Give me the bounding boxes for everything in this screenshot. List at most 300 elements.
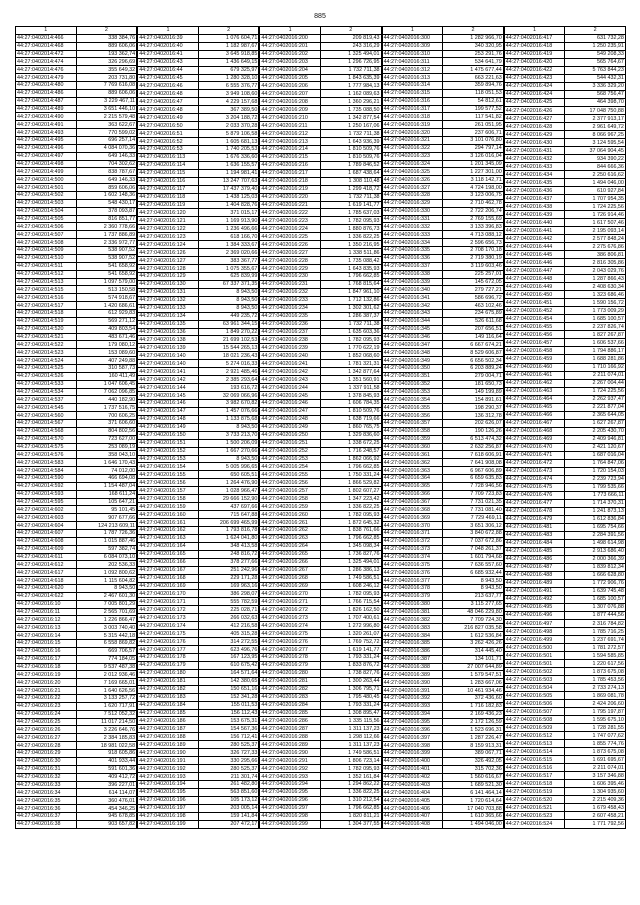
cadastral-number-cell: 44:27:0402016:271	[260, 598, 321, 606]
table-row	[504, 98, 625, 106]
cadastral-value-cell: 1 766 715,54	[320, 598, 381, 606]
cadastral-number-cell: 44:27:0402016:151	[138, 439, 199, 447]
table-row	[504, 700, 625, 708]
table-row	[504, 804, 625, 812]
cadastral-number-cell: 44:27:0402016:30	[16, 757, 77, 765]
cadastral-value-cell: 153 089,60	[76, 349, 137, 357]
cadastral-value-cell: 1 838 761,66	[320, 526, 381, 534]
cadastral-value-cell: 544 432,31	[565, 74, 626, 82]
cadastral-number-cell: 44:27:0402016:231	[260, 280, 321, 288]
cadastral-number-cell: 44:27:0402014:476	[16, 66, 77, 74]
table-row	[138, 114, 259, 122]
cadastral-number-cell: 44:27:0402016:361	[382, 451, 443, 459]
cadastral-number-cell: 44:27:0402016:113	[138, 153, 199, 161]
cadastral-value-cell: 1 272 996,80	[320, 622, 381, 630]
cadastral-number-cell: 44:27:0402016:300	[382, 34, 443, 42]
cadastral-value-cell: 8 943,50	[443, 585, 504, 593]
cadastral-value-cell: 1 873 675,08	[565, 668, 626, 676]
cadastral-value-cell: 2 215 409,36	[565, 796, 626, 804]
table-row	[504, 187, 625, 195]
cadastral-value-cell: 4 724 198,00	[443, 184, 504, 192]
cadastral-number-cell: 44:27:0402016:359	[382, 435, 443, 443]
cadastral-value-cell: 1 299 418,72	[320, 185, 381, 193]
cadastral-value-cell: 412 216,58	[198, 622, 259, 630]
cadastral-number-cell: 44:27:0402014:522	[16, 341, 77, 349]
cadastral-value-cell: 1 827 267,87	[565, 331, 626, 339]
table-row	[260, 646, 381, 654]
table-row	[16, 718, 137, 726]
cadastral-value-cell: 3 840 672,88	[443, 530, 504, 538]
cadastral-value-cell: 1 726 914,46	[565, 211, 626, 219]
table-row	[138, 82, 259, 90]
table-row	[382, 812, 503, 820]
cadastral-number-cell: 44:27:0402016:334	[382, 239, 443, 247]
table-row	[382, 270, 503, 278]
table-row	[138, 653, 259, 661]
cadastral-value-cell: 649 146,33	[76, 152, 137, 160]
table-row	[138, 217, 259, 225]
cadastral-number-cell: 44:27:0402016:391	[382, 687, 443, 695]
cadastral-number-cell: 44:27:0402016:37	[16, 812, 77, 820]
cadastral-number-cell: 44:27:0402016:279	[260, 661, 321, 669]
table-row	[138, 471, 259, 479]
table-row	[504, 379, 625, 387]
table-row	[138, 487, 259, 495]
table-row	[138, 249, 259, 257]
cadastral-value-cell: 1 716 248,57	[320, 447, 381, 455]
table-row	[260, 463, 381, 471]
cadastral-value-cell: 3 645 918,85	[198, 50, 259, 58]
table-row	[504, 531, 625, 539]
cadastral-number-cell: 44:27:0402016:322	[382, 144, 443, 152]
cadastral-number-cell: 44:27:0402014:611	[16, 553, 77, 561]
cadastral-number-cell: 44:27:0402016:160	[138, 511, 199, 519]
table-row	[16, 655, 137, 663]
table-row	[504, 50, 625, 58]
cadastral-number-cell: 44:27:0402014:503	[16, 199, 77, 207]
table-row	[138, 582, 259, 590]
table-row	[260, 153, 381, 161]
table-row	[260, 225, 381, 233]
table-row	[260, 614, 381, 622]
cadastral-value-cell: 13 247 707,63	[198, 177, 259, 185]
table-row	[16, 231, 137, 239]
cadastral-value-cell: 2 607 458,21	[565, 812, 626, 820]
table-row	[382, 50, 503, 58]
table-row	[16, 797, 137, 805]
cadastral-value-cell: 8 943,50	[198, 423, 259, 431]
table-row	[16, 679, 137, 687]
table-row	[504, 227, 625, 235]
table-row	[16, 34, 137, 42]
table-row	[138, 42, 259, 50]
cadastral-number-cell: 44:27:0402016:267	[260, 566, 321, 574]
header-cadastral-number: 1	[16, 27, 77, 35]
table-row	[260, 574, 381, 582]
cadastral-value-cell: 17 048 750,88	[565, 107, 626, 115]
cadastral-number-cell: 44:27:0402016:272	[260, 606, 321, 614]
table-row	[382, 89, 503, 97]
table-row	[504, 251, 625, 259]
cadastral-number-cell: 44:27:0402016:15	[16, 640, 77, 648]
cadastral-value-cell: 74 012,00	[76, 467, 137, 475]
table-row	[504, 692, 625, 700]
cadastral-number-cell: 44:27:0402014:472	[16, 50, 77, 58]
table-row	[382, 412, 503, 420]
table-row	[260, 34, 381, 42]
cadastral-number-cell: 44:27:0402016:201	[260, 42, 321, 50]
cadastral-number-cell: 44:27:0402016:149	[138, 423, 199, 431]
cadastral-number-cell: 44:27:0402016:230	[260, 272, 321, 280]
cadastral-value-cell: 610 927,84	[565, 187, 626, 195]
cadastral-number-cell: 44:27:0402016:283	[260, 693, 321, 701]
cadastral-value-cell: 1 438 125,03	[198, 193, 259, 201]
cadastral-number-cell: 44:27:0402014:489	[16, 105, 77, 113]
cadastral-value-cell: 10 461 934,46	[443, 687, 504, 695]
cadastral-number-cell: 44:27:0402016:21	[16, 687, 77, 695]
cadastral-number-cell: 44:27:0402016:246	[260, 399, 321, 407]
cadastral-value-cell: 1 420 686,61	[76, 302, 137, 310]
table-row	[138, 614, 259, 622]
cadastral-value-cell: 1 329 836,60	[320, 431, 381, 439]
cadastral-number-cell: 44:27:0402014:525	[16, 364, 77, 372]
cadastral-number-cell: 44:27:0402016:385	[382, 640, 443, 648]
cadastral-value-cell: 1 606 395,46	[565, 780, 626, 788]
cadastral-value-cell: 1 306 795,71	[320, 685, 381, 693]
table-row	[382, 317, 503, 325]
cadastral-value-cell: 160 411,49	[76, 372, 137, 380]
table-row	[504, 34, 625, 42]
table-row	[138, 209, 259, 217]
cadastral-value-cell: 7 769 616,08	[76, 82, 137, 90]
cadastral-value-cell: 1 347 223,42	[320, 495, 381, 503]
header-cadastral-number: 1	[504, 27, 565, 35]
table-row	[138, 201, 259, 209]
table-row	[504, 155, 625, 163]
cadastral-value-cell: 159 141,84	[198, 812, 259, 820]
cadastral-value-cell: 3 157 346,88	[565, 772, 626, 780]
table-row	[382, 137, 503, 145]
cadastral-number-cell: 44:27:0402016:14	[16, 632, 77, 640]
cadastral-value-cell: 1 732 711,38	[320, 193, 381, 201]
cadastral-number-cell: 44:27:0402016:485	[504, 547, 565, 555]
cadastral-number-cell: 44:27:0402016:175	[138, 630, 199, 638]
table-row	[382, 349, 503, 357]
cadastral-number-cell: 44:27:0402016:138	[138, 336, 199, 344]
cadastral-value-cell: 17 040 703,88	[443, 805, 504, 813]
cadastral-number-cell: 44:27:0402016:32	[16, 773, 77, 781]
table-row	[260, 661, 381, 669]
cadastral-value-cell: 1 714 370,31	[565, 499, 626, 507]
table-row	[138, 399, 259, 407]
cadastral-number-cell: 44:27:0402016:51	[138, 130, 199, 138]
cadastral-value-cell: 378 277,66	[198, 558, 259, 566]
cadastral-number-cell: 44:27:0402014:501	[16, 184, 77, 192]
cadastral-value-cell: 1 337 911,58	[320, 384, 381, 392]
table-row	[382, 718, 503, 726]
table-row	[260, 550, 381, 558]
table-row	[16, 632, 137, 640]
cadastral-number-cell: 44:27:0402016:153	[138, 455, 199, 463]
table-row	[138, 677, 259, 685]
table-row	[504, 387, 625, 395]
table-row	[504, 131, 625, 139]
cadastral-value-cell: 903 657,82	[76, 820, 137, 828]
table-row	[16, 545, 137, 553]
cadastral-value-cell: 7 641 908,08	[443, 459, 504, 467]
cadastral-value-cell: 541 658,92	[76, 262, 137, 270]
table-row	[504, 90, 625, 98]
table-row	[382, 168, 503, 176]
cadastral-value-cell: 770 599,02	[76, 129, 137, 137]
cadastral-value-cell: 1 028 966,47	[198, 487, 259, 495]
cadastral-number-cell: 44:27:0402016:148	[138, 415, 199, 423]
cadastral-value-cell: 348 413,58	[198, 542, 259, 550]
cadastral-number-cell: 44:27:0402016:223	[260, 217, 321, 225]
cadastral-value-cell: 1 735 088,50	[320, 106, 381, 114]
cadastral-value-cell: 367 389,50	[198, 106, 259, 114]
cadastral-value-cell: 2 369 020,66	[198, 249, 259, 257]
cadastral-number-cell: 44:27:0402016:428	[504, 123, 565, 131]
cadastral-number-cell: 44:27:0402016:239	[260, 344, 321, 352]
cadastral-value-cell: 37 064 904,45	[565, 147, 626, 155]
cadastral-value-cell: 169 963,16	[198, 582, 259, 590]
cadastral-number-cell: 44:27:0402016:276	[260, 638, 321, 646]
table-row	[138, 50, 259, 58]
cadastral-number-cell: 44:27:0402016:353	[382, 388, 443, 396]
table-row	[138, 122, 259, 130]
cadastral-value-cell: 918 605,86	[76, 750, 137, 758]
cadastral-number-cell: 44:27:0402014:517	[16, 302, 77, 310]
cadastral-value-cell: 153 675,31	[198, 717, 259, 725]
cadastral-number-cell: 44:27:0402016:457	[504, 339, 565, 347]
cadastral-number-cell: 44:27:0402016:227	[260, 249, 321, 257]
cadastral-number-cell: 44:27:0402016:260	[260, 511, 321, 519]
table-row	[138, 725, 259, 733]
cadastral-value-cell: 1 325 494,01	[320, 558, 381, 566]
cadastral-number-cell: 44:27:0402016:332	[382, 223, 443, 231]
cadastral-value-cell: 1 352 161,84	[320, 773, 381, 781]
cadastral-value-cell: 1 707 954,35	[565, 195, 626, 203]
cadastral-value-cell: 1 862 066,92	[320, 455, 381, 463]
cadastral-value-cell: 1 294 862,22	[320, 780, 381, 788]
table-column-3	[259, 26, 381, 829]
cadastral-number-cell: 44:27:0402014:519	[16, 317, 77, 325]
cadastral-value-cell: 1 728 281,55	[565, 724, 626, 732]
table-row	[260, 280, 381, 288]
page-number: 885	[314, 13, 326, 20]
cadastral-number-cell: 44:27:0402016:472	[504, 459, 565, 467]
cadastral-number-cell: 44:27:0402016:357	[382, 419, 443, 427]
table-row	[382, 74, 503, 82]
cadastral-number-cell: 44:27:0402016:327	[382, 184, 443, 192]
cadastral-number-cell: 44:27:0402016:134	[138, 312, 199, 320]
table-row	[16, 325, 137, 333]
table-row	[382, 569, 503, 577]
table-row	[260, 558, 381, 566]
cadastral-number-cell: 44:27:0402014:567	[16, 419, 77, 427]
cadastral-number-cell: 44:27:0402016:317	[382, 105, 443, 113]
table-row	[382, 734, 503, 742]
cadastral-number-cell: 44:27:0402016:135	[138, 320, 199, 328]
table-row	[138, 130, 259, 138]
table-row	[260, 566, 381, 574]
table-row	[260, 804, 381, 812]
cadastral-value-cell: 1 796 662,85	[320, 534, 381, 542]
table-row	[16, 82, 137, 90]
cadastral-value-cell: 1 601 794,68	[443, 553, 504, 561]
table-row	[260, 503, 381, 511]
cadastral-value-cell: 1 789 846,52	[320, 161, 381, 169]
cadastral-number-cell: 44:27:0402016:46	[138, 82, 199, 90]
cadastral-number-cell: 44:27:0402016:343	[382, 309, 443, 317]
table-column-2	[137, 26, 259, 829]
cadastral-number-cell: 44:27:0402014:607	[16, 530, 77, 538]
table-row	[504, 58, 625, 66]
table-row	[138, 574, 259, 582]
cadastral-value-cell: 563 851,60	[198, 788, 259, 796]
cadastral-value-cell: 437 697,66	[198, 503, 259, 511]
table-row	[382, 435, 503, 443]
cadastral-number-cell: 44:27:0402014:584	[16, 467, 77, 475]
cadastral-number-cell: 44:27:0402014:479	[16, 74, 77, 82]
cadastral-value-cell: 3 229 467,11	[76, 97, 137, 105]
cadastral-number-cell: 44:27:0402016:185	[138, 709, 199, 717]
table-row	[382, 443, 503, 451]
cadastral-number-cell: 44:27:0402016:455	[504, 323, 565, 331]
cadastral-number-cell: 44:27:0402014:499	[16, 168, 77, 176]
table-row	[138, 765, 259, 773]
table-row	[138, 272, 259, 280]
table-row	[382, 514, 503, 522]
cadastral-value-cell: 179 080,12	[76, 341, 137, 349]
table-row	[16, 592, 137, 600]
table-row	[504, 756, 625, 764]
cadastral-number-cell: 44:27:0402016:388	[382, 663, 443, 671]
cadastral-value-cell: 1 771 792,56	[565, 820, 626, 828]
cadastral-value-cell: 1 015 887,46	[76, 537, 137, 545]
cadastral-number-cell: 44:27:0402016:454	[504, 315, 565, 323]
cadastral-number-cell: 44:27:0402016:380	[382, 600, 443, 608]
cadastral-value-cell: 3 651 306,12	[443, 522, 504, 530]
cadastral-value-cell: 2 000 366,39	[565, 555, 626, 563]
cadastral-value-cell: 1 747 077,62	[565, 732, 626, 740]
table-row	[260, 487, 381, 495]
cadastral-value-cell: 1 304 377,55	[320, 820, 381, 828]
table-row	[260, 241, 381, 249]
table-row	[382, 325, 503, 333]
cadastral-number-cell: 44:27:0402014:622	[16, 592, 77, 600]
table-row	[260, 765, 381, 773]
cadastral-number-cell: 44:27:0402016:228	[260, 257, 321, 265]
cadastral-number-cell: 44:27:0402016:220	[260, 193, 321, 201]
table-row	[138, 384, 259, 392]
table-row	[138, 145, 259, 153]
table-row	[504, 812, 625, 820]
cadastral-value-cell: 1 781 321,31	[320, 360, 381, 368]
table-row	[138, 630, 259, 638]
cadastral-value-cell: 372 436,60	[443, 695, 504, 703]
cadastral-value-cell: 466 694,08	[76, 474, 137, 482]
cadastral-number-cell: 44:27:0402016:509	[504, 724, 565, 732]
cadastral-number-cell: 44:27:0402016:117	[138, 185, 199, 193]
table-row	[504, 139, 625, 147]
cadastral-number-cell: 44:27:0402016:483	[504, 531, 565, 539]
cadastral-number-cell: 44:27:0402014:518	[16, 309, 77, 317]
cadastral-number-cell: 44:27:0402016:425	[504, 98, 565, 106]
table-row	[504, 123, 625, 131]
cadastral-value-cell: 541 658,92	[76, 270, 137, 278]
table-row	[504, 235, 625, 243]
table-row	[260, 328, 381, 336]
cadastral-number-cell: 44:27:0402016:371	[382, 530, 443, 538]
cadastral-number-cell: 44:27:0402016:488	[504, 571, 565, 579]
cadastral-value-cell: 261 051,95	[443, 121, 504, 129]
table-row	[260, 741, 381, 749]
cadastral-number-cell: 44:27:0402016:26	[16, 726, 77, 734]
cadastral-value-cell: 1 595 675,10	[565, 716, 626, 724]
cadastral-number-cell: 44:27:0402016:288	[260, 733, 321, 741]
cadastral-value-cell: 266 032,63	[198, 614, 259, 622]
cadastral-value-cell: 207 656,51	[443, 325, 504, 333]
cadastral-number-cell: 44:27:0402016:459	[504, 355, 565, 363]
cadastral-value-cell: 1 720 154,03	[565, 467, 626, 475]
cadastral-number-cell: 44:27:0402016:128	[138, 265, 199, 273]
table-row	[504, 539, 625, 547]
cadastral-value-cell: 3 003 740,40	[76, 624, 137, 632]
cadastral-number-cell: 44:27:0402016:364	[382, 474, 443, 482]
cadastral-number-cell: 44:27:0402014:512	[16, 270, 77, 278]
table-row	[504, 676, 625, 684]
table-row	[16, 317, 137, 325]
cadastral-value-cell: 279 004,71	[443, 372, 504, 380]
cadastral-number-cell: 44:27:0402014:524	[16, 357, 77, 365]
cadastral-value-cell: 1 342 877,54	[320, 114, 381, 122]
cadastral-value-cell: 1 810 509,76	[320, 145, 381, 153]
table-row	[16, 474, 137, 482]
cadastral-number-cell: 44:27:0402014:468	[16, 42, 77, 50]
cadastral-number-cell: 44:27:0402014:590	[16, 474, 77, 482]
table-row	[16, 467, 137, 475]
cadastral-value-cell: 251 242,96	[198, 566, 259, 574]
cadastral-number-cell: 44:27:0402014:497	[16, 152, 77, 160]
cadastral-value-cell: 2 211 074,01	[565, 371, 626, 379]
table-row	[382, 467, 503, 475]
table-row	[504, 443, 625, 451]
table-row	[382, 113, 503, 121]
cadastral-number-cell: 44:27:0402016:124	[138, 241, 199, 249]
cadastral-number-cell: 44:27:0402016:278	[260, 653, 321, 661]
cadastral-value-cell: 612 929,83	[76, 309, 137, 317]
cadastral-number-cell: 44:27:0402016:45	[138, 74, 199, 82]
cadastral-value-cell: 1 737 886,89	[76, 231, 137, 239]
cadastral-value-cell: 1 687 438,64	[320, 169, 381, 177]
cadastral-number-cell: 44:27:0402016:35	[16, 797, 77, 805]
table-row	[382, 655, 503, 663]
table-row	[504, 668, 625, 676]
cadastral-value-cell: 15 544 265,13	[198, 344, 259, 352]
cadastral-number-cell: 44:27:0402016:404	[382, 789, 443, 797]
cadastral-value-cell: 1 794 886,17	[565, 347, 626, 355]
table-row	[382, 726, 503, 734]
cadastral-value-cell: 2 424 206,60	[565, 700, 626, 708]
cadastral-number-cell: 44:27:0402016:10	[16, 600, 77, 608]
cadastral-number-cell: 44:27:0402016:426	[504, 107, 565, 115]
cadastral-value-cell: 326 296,69	[76, 58, 137, 66]
cadastral-number-cell: 44:27:0402014:568	[16, 427, 77, 435]
cadastral-value-cell: 168 611,24	[76, 490, 137, 498]
cadastral-value-cell: 2 360 778,66	[76, 223, 137, 231]
